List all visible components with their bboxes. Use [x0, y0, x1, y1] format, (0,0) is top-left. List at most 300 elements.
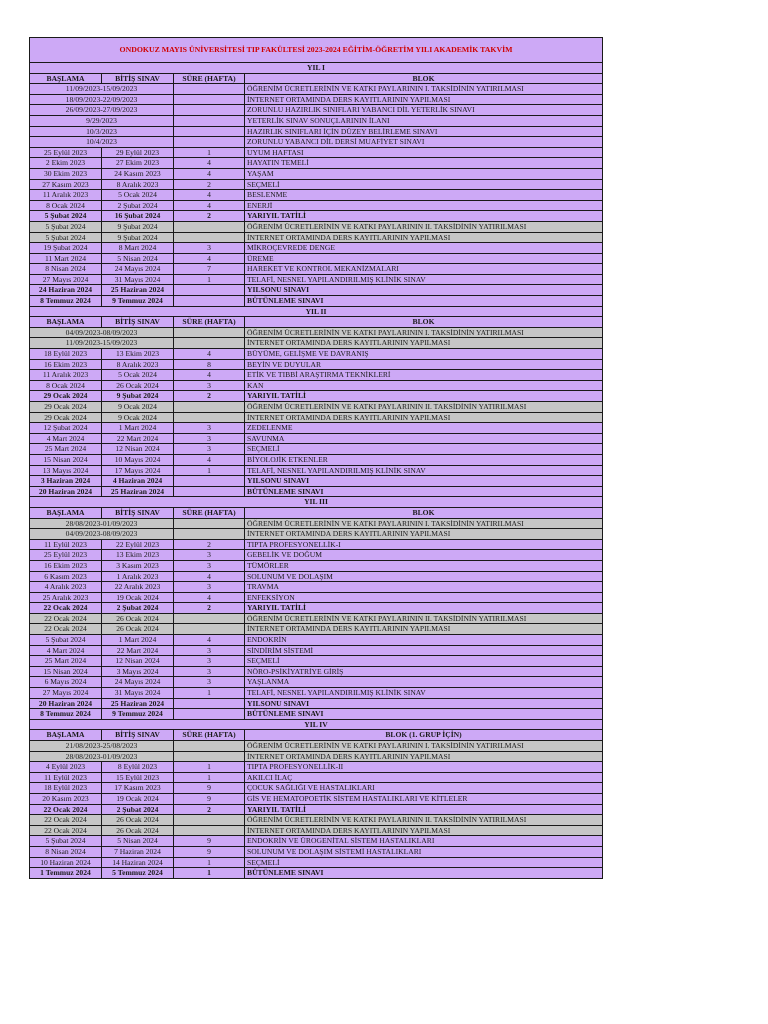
start-date-cell: 5 Şubat 2024 — [30, 211, 102, 222]
duration-cell: 1 — [174, 274, 245, 285]
start-date-cell: 29 Ocak 2024 — [30, 391, 102, 402]
duration-cell: 2 — [174, 179, 245, 190]
duration-cell — [174, 412, 245, 423]
end-date-cell: 9 Şubat 2024 — [102, 232, 174, 243]
table-row — [30, 741, 603, 752]
start-date-cell: 5 Şubat 2024 — [30, 232, 102, 243]
duration-cell: 9 — [174, 846, 245, 857]
table-row — [30, 592, 603, 603]
start-date-cell: 8 Nisan 2024 — [30, 264, 102, 275]
duration-cell — [174, 518, 245, 529]
block-cell: ENDOKRİN VE ÜROGENİTAL SİSTEM HASTALIKLARI — [245, 836, 603, 847]
block-cell: YARIYIL TATİLİ — [245, 391, 603, 402]
block-cell: İNTERNET ORTAMINDA DERS KAYITLARININ YAPILMASI — [245, 338, 603, 349]
table-row — [30, 168, 603, 179]
duration-cell: 4 — [174, 370, 245, 381]
block-cell: YILSONU SINAVI — [245, 476, 603, 487]
table-row — [30, 783, 603, 794]
date-range-cell: 10/3/2023 — [30, 126, 174, 137]
duration-cell — [174, 221, 245, 232]
block-cell: BÜYÜME, GELİŞME VE DAVRANIŞ — [245, 349, 603, 360]
calendar-table — [29, 37, 603, 879]
block-cell: TRAVMA — [245, 582, 603, 593]
date-range-cell: 9/29/2023 — [30, 115, 174, 126]
date-range-cell: 28/08/2023-01/09/2023 — [30, 518, 174, 529]
table-row — [30, 338, 603, 349]
table-row — [30, 433, 603, 444]
start-date-cell: 5 Şubat 2024 — [30, 836, 102, 847]
start-date-cell: 25 Mart 2024 — [30, 444, 102, 455]
header-end: BİTİŞ SINAV — [102, 507, 174, 518]
duration-cell — [174, 825, 245, 836]
duration-cell: 1 — [174, 147, 245, 158]
block-cell: ZEDELENME — [245, 423, 603, 434]
table-row — [30, 327, 603, 338]
duration-cell: 4 — [174, 454, 245, 465]
header-end: BİTİŞ SINAV — [102, 317, 174, 328]
duration-cell — [174, 529, 245, 540]
start-date-cell: 6 Mayıs 2024 — [30, 677, 102, 688]
table-row — [30, 825, 603, 836]
block-cell: TIPTA PROFESYONELLİK-I — [245, 539, 603, 550]
table-row — [30, 550, 603, 561]
block-cell: YARIYIL TATİLİ — [245, 804, 603, 815]
duration-cell — [174, 137, 245, 148]
end-date-cell: 25 Haziran 2024 — [102, 486, 174, 497]
duration-cell: 2 — [174, 391, 245, 402]
duration-cell: 3 — [174, 433, 245, 444]
table-row — [30, 423, 603, 434]
block-cell: İNTERNET ORTAMINDA DERS KAYITLARININ YAPILMASI — [245, 412, 603, 423]
start-date-cell: 13 Mayıs 2024 — [30, 465, 102, 476]
end-date-cell: 3 Mayıs 2024 — [102, 666, 174, 677]
year-row — [30, 306, 603, 317]
end-date-cell: 27 Ekim 2023 — [102, 158, 174, 169]
block-cell: BESLENME — [245, 190, 603, 201]
end-date-cell: 24 Kasım 2023 — [102, 168, 174, 179]
block-cell: ZORUNLU HAZIRLIK SINIFLARI YABANCI DİL YETERLİK SINAVI — [245, 105, 603, 116]
block-cell: BÜTÜNLEME SINAVI — [245, 868, 603, 879]
block-cell: TIPTA PROFESYONELLİK-II — [245, 762, 603, 773]
table-row — [30, 126, 603, 137]
start-date-cell: 22 Ocak 2024 — [30, 613, 102, 624]
block-cell: SOLUNUM VE DOLAŞIM SİSTEMİ HASTALIKLARI — [245, 846, 603, 857]
duration-cell — [174, 402, 245, 413]
duration-cell: 1 — [174, 688, 245, 699]
table-row — [30, 846, 603, 857]
duration-cell — [174, 232, 245, 243]
block-cell: ENDOKRİN — [245, 635, 603, 646]
table-row — [30, 264, 603, 275]
start-date-cell: 18 Eylül 2023 — [30, 349, 102, 360]
block-cell: SEÇMELİ — [245, 179, 603, 190]
start-date-cell: 29 Ocak 2024 — [30, 402, 102, 413]
start-date-cell: 8 Nisan 2024 — [30, 846, 102, 857]
end-date-cell: 2 Şubat 2024 — [102, 603, 174, 614]
header-row — [30, 507, 603, 518]
duration-cell: 3 — [174, 645, 245, 656]
block-cell: KAN — [245, 380, 603, 391]
start-date-cell: 16 Ekim 2023 — [30, 560, 102, 571]
block-cell: TELAFİ, NESNEL YAPILANDIRILMIŞ KLİNİK SINAV — [245, 688, 603, 699]
start-date-cell: 15 Nisan 2024 — [30, 666, 102, 677]
start-date-cell: 27 Mayıs 2024 — [30, 274, 102, 285]
end-date-cell: 8 Eylül 2023 — [102, 762, 174, 773]
start-date-cell: 11 Aralık 2023 — [30, 190, 102, 201]
block-cell: YETERLİK SINAV SONUÇLARININ İLANI — [245, 115, 603, 126]
table-row — [30, 582, 603, 593]
end-date-cell: 10 Mayıs 2024 — [102, 454, 174, 465]
table-row — [30, 200, 603, 211]
block-cell: ZORUNLU YABANCI DİL DERSİ MUAFİYET SINAVI — [245, 137, 603, 148]
table-row — [30, 232, 603, 243]
end-date-cell: 2 Şubat 2024 — [102, 804, 174, 815]
table-row — [30, 751, 603, 762]
end-date-cell: 25 Haziran 2024 — [102, 285, 174, 296]
table-row — [30, 476, 603, 487]
table-row — [30, 370, 603, 381]
end-date-cell: 9 Şubat 2024 — [102, 221, 174, 232]
table-row — [30, 571, 603, 582]
block-cell: ÖĞRENİM ÜCRETLERİNİN VE KATKI PAYLARININ I. TAKSİDİNİN YATIRILMASI — [245, 327, 603, 338]
end-date-cell: 31 Mayıs 2024 — [102, 688, 174, 699]
block-cell: MİKROÇEVREDE DENGE — [245, 243, 603, 254]
block-cell: SEÇMELİ — [245, 857, 603, 868]
table-row — [30, 635, 603, 646]
duration-cell: 7 — [174, 264, 245, 275]
block-cell: AKILCI İLAÇ — [245, 772, 603, 783]
duration-cell: 9 — [174, 783, 245, 794]
table-row — [30, 402, 603, 413]
start-date-cell: 2 Ekim 2023 — [30, 158, 102, 169]
table-row — [30, 645, 603, 656]
date-range-cell: 04/09/2023-08/09/2023 — [30, 529, 174, 540]
start-date-cell: 8 Ocak 2024 — [30, 380, 102, 391]
block-cell: İNTERNET ORTAMINDA DERS KAYITLARININ YAPILMASI — [245, 624, 603, 635]
duration-cell: 4 — [174, 592, 245, 603]
end-date-cell: 17 Kasım 2023 — [102, 783, 174, 794]
start-date-cell: 20 Haziran 2024 — [30, 698, 102, 709]
block-cell: BÜTÜNLEME SINAVI — [245, 709, 603, 720]
block-cell: HAYATIN TEMELİ — [245, 158, 603, 169]
start-date-cell: 22 Ocak 2024 — [30, 603, 102, 614]
block-cell: SEÇMELİ — [245, 444, 603, 455]
end-date-cell: 3 Kasım 2023 — [102, 560, 174, 571]
table-row — [30, 412, 603, 423]
end-date-cell: 5 Ocak 2024 — [102, 190, 174, 201]
table-row — [30, 349, 603, 360]
end-date-cell: 29 Eylül 2023 — [102, 147, 174, 158]
end-date-cell: 22 Mart 2024 — [102, 433, 174, 444]
header-duration: SÜRE (HAFTA) — [174, 317, 245, 328]
block-cell: TÜMÖRLER — [245, 560, 603, 571]
table-row — [30, 698, 603, 709]
table-row — [30, 539, 603, 550]
duration-cell — [174, 741, 245, 752]
block-cell: SİNDİRİM SİSTEMİ — [245, 645, 603, 656]
duration-cell: 9 — [174, 793, 245, 804]
duration-cell: 1 — [174, 465, 245, 476]
table-row — [30, 285, 603, 296]
table-row — [30, 613, 603, 624]
table-row — [30, 486, 603, 497]
duration-cell — [174, 105, 245, 116]
end-date-cell: 13 Ekim 2023 — [102, 550, 174, 561]
header-start: BAŞLAMA — [30, 317, 102, 328]
block-cell: ÖĞRENİM ÜCRETLERİNİN VE KATKI PAYLARININ II. TAKSİDİNİN YATIRILMASI — [245, 815, 603, 826]
start-date-cell: 24 Haziran 2024 — [30, 285, 102, 296]
table-row — [30, 391, 603, 402]
table-row — [30, 444, 603, 455]
block-cell: SEÇMELİ — [245, 656, 603, 667]
end-date-cell: 26 Ocak 2024 — [102, 380, 174, 391]
start-date-cell: 22 Ocak 2024 — [30, 815, 102, 826]
block-cell: ETİK VE TIBBİ ARAŞTIRMA TEKNİKLERİ — [245, 370, 603, 381]
end-date-cell: 16 Şubat 2024 — [102, 211, 174, 222]
start-date-cell: 12 Şubat 2024 — [30, 423, 102, 434]
end-date-cell: 19 Ocak 2024 — [102, 592, 174, 603]
block-cell: ÖĞRENİM ÜCRETLERİNİN VE KATKI PAYLARININ I. TAKSİDİNİN YATIRILMASI — [245, 84, 603, 95]
start-date-cell: 11 Eylül 2023 — [30, 539, 102, 550]
duration-cell: 1 — [174, 762, 245, 773]
start-date-cell: 8 Temmuz 2024 — [30, 296, 102, 307]
table-row — [30, 253, 603, 264]
duration-cell: 3 — [174, 677, 245, 688]
table-row — [30, 105, 603, 116]
end-date-cell: 1 Mart 2024 — [102, 423, 174, 434]
block-cell: SAVUNMA — [245, 433, 603, 444]
end-date-cell: 9 Temmuz 2024 — [102, 296, 174, 307]
start-date-cell: 4 Aralık 2023 — [30, 582, 102, 593]
year-row — [30, 497, 603, 508]
table-row — [30, 666, 603, 677]
block-cell: ÜREME — [245, 253, 603, 264]
duration-cell: 2 — [174, 804, 245, 815]
duration-cell: 3 — [174, 550, 245, 561]
end-date-cell: 12 Nisan 2024 — [102, 444, 174, 455]
date-range-cell: 04/09/2023-08/09/2023 — [30, 327, 174, 338]
header-start: BAŞLAMA — [30, 507, 102, 518]
duration-cell: 4 — [174, 253, 245, 264]
duration-cell: 8 — [174, 359, 245, 370]
table-row — [30, 115, 603, 126]
end-date-cell: 7 Haziran 2024 — [102, 846, 174, 857]
table-row — [30, 147, 603, 158]
block-cell: İNTERNET ORTAMINDA DERS KAYITLARININ YAPILMASI — [245, 751, 603, 762]
start-date-cell: 18 Eylül 2023 — [30, 783, 102, 794]
end-date-cell: 5 Nisan 2024 — [102, 836, 174, 847]
block-cell: ÖĞRENİM ÜCRETLERİNİN VE KATKI PAYLARININ II. TAKSİDİNİN YATIRILMASI — [245, 221, 603, 232]
year-label: YIL II — [30, 306, 603, 317]
table-row — [30, 274, 603, 285]
table-row — [30, 94, 603, 105]
duration-cell: 4 — [174, 168, 245, 179]
header-start: BAŞLAMA — [30, 73, 102, 84]
block-cell: GİS VE HEMATOPOETİK SİSTEM HASTALIKLARI VE KİTLELER — [245, 793, 603, 804]
end-date-cell: 9 Ocak 2024 — [102, 412, 174, 423]
duration-cell: 3 — [174, 656, 245, 667]
block-cell: GEBELİK VE DOĞUM — [245, 550, 603, 561]
end-date-cell: 22 Mart 2024 — [102, 645, 174, 656]
end-date-cell: 5 Temmuz 2024 — [102, 868, 174, 879]
start-date-cell: 1 Temmuz 2024 — [30, 868, 102, 879]
block-cell: ÇOCUK SAĞLIĞI VE HASTALIKLARI — [245, 783, 603, 794]
start-date-cell: 11 Eylül 2023 — [30, 772, 102, 783]
duration-cell — [174, 338, 245, 349]
block-cell: NÖRO-PSİKİYATRİYE GİRİŞ — [245, 666, 603, 677]
date-range-cell: 11/09/2023-15/09/2023 — [30, 338, 174, 349]
header-end: BİTİŞ SINAV — [102, 730, 174, 741]
block-cell: ENERJİ — [245, 200, 603, 211]
end-date-cell: 9 Şubat 2024 — [102, 391, 174, 402]
duration-cell — [174, 815, 245, 826]
header-row — [30, 317, 603, 328]
end-date-cell: 9 Temmuz 2024 — [102, 709, 174, 720]
duration-cell: 1 — [174, 868, 245, 879]
block-cell: YILSONU SINAVI — [245, 285, 603, 296]
end-date-cell: 8 Aralık 2023 — [102, 179, 174, 190]
start-date-cell: 27 Kasım 2023 — [30, 179, 102, 190]
block-cell: ENFEKSİYON — [245, 592, 603, 603]
date-range-cell: 21/08/2023-25/08/2023 — [30, 741, 174, 752]
duration-cell: 3 — [174, 423, 245, 434]
table-row — [30, 221, 603, 232]
duration-cell: 4 — [174, 190, 245, 201]
table-row — [30, 868, 603, 879]
end-date-cell: 1 Aralık 2023 — [102, 571, 174, 582]
table-row — [30, 84, 603, 95]
end-date-cell: 2 Şubat 2024 — [102, 200, 174, 211]
duration-cell: 3 — [174, 560, 245, 571]
start-date-cell: 29 Ocak 2024 — [30, 412, 102, 423]
end-date-cell: 8 Mart 2024 — [102, 243, 174, 254]
end-date-cell: 26 Ocak 2024 — [102, 825, 174, 836]
end-date-cell: 9 Ocak 2024 — [102, 402, 174, 413]
start-date-cell: 15 Nisan 2024 — [30, 454, 102, 465]
start-date-cell: 4 Mart 2024 — [30, 433, 102, 444]
end-date-cell: 8 Aralık 2023 — [102, 359, 174, 370]
duration-cell — [174, 751, 245, 762]
table-row — [30, 560, 603, 571]
duration-cell: 2 — [174, 211, 245, 222]
block-cell: HAREKET VE KONTROL MEKANİZMALARI — [245, 264, 603, 275]
end-date-cell: 4 Haziran 2024 — [102, 476, 174, 487]
start-date-cell: 11 Aralık 2023 — [30, 370, 102, 381]
table-row — [30, 454, 603, 465]
duration-cell — [174, 296, 245, 307]
duration-cell — [174, 115, 245, 126]
duration-cell — [174, 486, 245, 497]
block-cell: ÖĞRENİM ÜCRETLERİNİN VE KATKI PAYLARININ I. TAKSİDİNİN YATIRILMASI — [245, 741, 603, 752]
end-date-cell: 22 Eylül 2023 — [102, 539, 174, 550]
block-cell: YILSONU SINAVI — [245, 698, 603, 709]
duration-cell: 4 — [174, 158, 245, 169]
duration-cell: 2 — [174, 603, 245, 614]
end-date-cell: 5 Nisan 2024 — [102, 253, 174, 264]
duration-cell: 3 — [174, 582, 245, 593]
date-range-cell: 26/09/2023-27/09/2023 — [30, 105, 174, 116]
table-row — [30, 836, 603, 847]
duration-cell: 4 — [174, 200, 245, 211]
duration-cell: 9 — [174, 836, 245, 847]
academic-calendar-sheet — [29, 37, 602, 879]
block-cell: BEYİN VE DUYULAR — [245, 359, 603, 370]
end-date-cell: 22 Aralık 2023 — [102, 582, 174, 593]
duration-cell — [174, 624, 245, 635]
end-date-cell: 12 Nisan 2024 — [102, 656, 174, 667]
block-cell: İNTERNET ORTAMINDA DERS KAYITLARININ YAPILMASI — [245, 529, 603, 540]
start-date-cell: 4 Eylül 2023 — [30, 762, 102, 773]
start-date-cell: 3 Haziran 2024 — [30, 476, 102, 487]
end-date-cell: 24 Mayıs 2024 — [102, 677, 174, 688]
table-row — [30, 359, 603, 370]
start-date-cell: 25 Eylül 2023 — [30, 147, 102, 158]
block-cell: ÖĞRENİM ÜCRETLERİNİN VE KATKI PAYLARININ I. TAKSİDİNİN YATIRILMASI — [245, 518, 603, 529]
duration-cell — [174, 613, 245, 624]
block-cell: ÖĞRENİM ÜCRETLERİNİN VE KATKI PAYLARININ II. TAKSİDİNİN YATIRILMASI — [245, 402, 603, 413]
date-range-cell: 10/4/2023 — [30, 137, 174, 148]
table-row — [30, 380, 603, 391]
date-range-cell: 18/09/2023-22/09/2023 — [30, 94, 174, 105]
duration-cell — [174, 94, 245, 105]
header-block: BLOK — [245, 317, 603, 328]
block-cell: YARIYIL TATİLİ — [245, 603, 603, 614]
end-date-cell: 24 Mayıs 2024 — [102, 264, 174, 275]
year-label: YIL III — [30, 497, 603, 508]
table-row — [30, 190, 603, 201]
start-date-cell: 22 Ocak 2024 — [30, 804, 102, 815]
end-date-cell: 1 Mart 2024 — [102, 635, 174, 646]
date-range-cell: 28/08/2023-01/09/2023 — [30, 751, 174, 762]
block-cell: YARIYIL TATİLİ — [245, 211, 603, 222]
table-row — [30, 211, 603, 222]
block-cell: SOLUNUM VE DOLAŞIM — [245, 571, 603, 582]
table-row — [30, 857, 603, 868]
table-row — [30, 603, 603, 614]
start-date-cell: 20 Haziran 2024 — [30, 486, 102, 497]
header-row — [30, 730, 603, 741]
block-cell: BİYOLOJİK ETKENLER — [245, 454, 603, 465]
end-date-cell: 17 Mayıs 2024 — [102, 465, 174, 476]
duration-cell: 1 — [174, 772, 245, 783]
start-date-cell: 25 Mart 2024 — [30, 656, 102, 667]
header-row — [30, 73, 603, 84]
table-row — [30, 656, 603, 667]
duration-cell — [174, 84, 245, 95]
block-cell: TELAFİ, NESNEL YAPILANDIRILMIŞ KLİNİK SINAV — [245, 274, 603, 285]
start-date-cell: 22 Ocak 2024 — [30, 825, 102, 836]
block-cell: YAŞAM — [245, 168, 603, 179]
block-cell: İNTERNET ORTAMINDA DERS KAYITLARININ YAPILMASI — [245, 825, 603, 836]
block-cell: HAZIRLIK SINIFLARI İÇİN DÜZEY BELİRLEME SINAVI — [245, 126, 603, 137]
block-cell: BÜTÜNLEME SINAVI — [245, 296, 603, 307]
duration-cell: 4 — [174, 635, 245, 646]
header-end: BİTİŞ SINAV — [102, 73, 174, 84]
duration-cell — [174, 327, 245, 338]
header-duration: SÜRE (HAFTA) — [174, 73, 245, 84]
block-cell: UYUM HAFTASI — [245, 147, 603, 158]
table-row — [30, 529, 603, 540]
header-duration: SÜRE (HAFTA) — [174, 507, 245, 518]
year-row — [30, 719, 603, 730]
header-duration: SÜRE (HAFTA) — [174, 730, 245, 741]
table-row — [30, 518, 603, 529]
block-cell: İNTERNET ORTAMINDA DERS KAYITLARININ YAPILMASI — [245, 94, 603, 105]
header-block: BLOK — [245, 507, 603, 518]
table-row — [30, 793, 603, 804]
end-date-cell: 26 Ocak 2024 — [102, 815, 174, 826]
block-cell: İNTERNET ORTAMINDA DERS KAYITLARININ YAPILMASI — [245, 232, 603, 243]
